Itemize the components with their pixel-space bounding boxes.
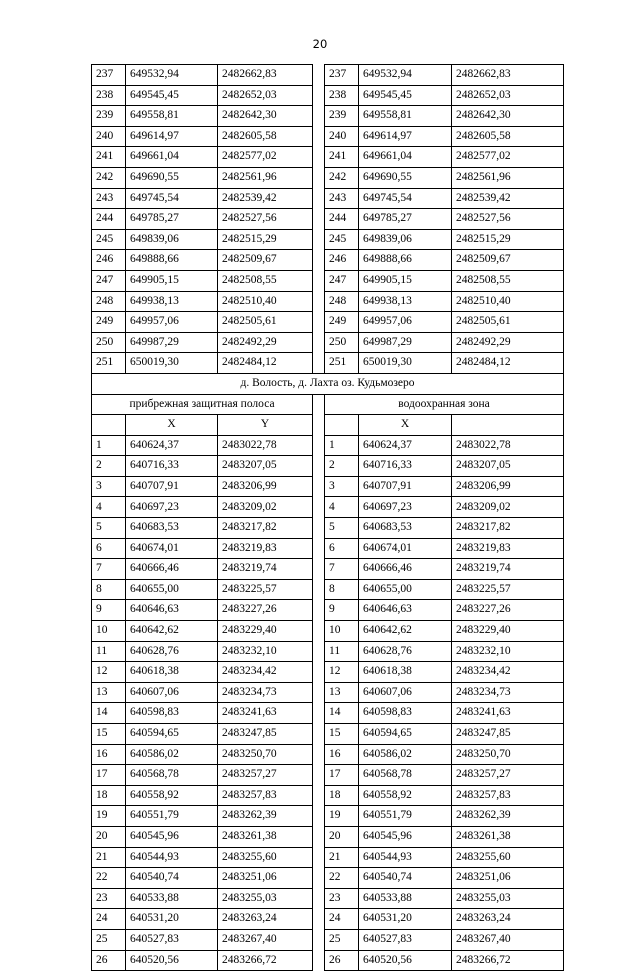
left-point-number: 238 — [92, 85, 126, 106]
right-point-number: 248 — [325, 291, 359, 312]
left-point-number: 243 — [92, 188, 126, 209]
table-row — [92, 888, 564, 909]
left-coord-y: 2482539,42 — [218, 188, 313, 209]
table-row — [92, 312, 564, 333]
right-coord-y: 2483225,57 — [452, 579, 564, 600]
left-coord-x: 640544,93 — [126, 847, 218, 868]
section-header — [92, 373, 564, 435]
right-coord-y: 2483227,26 — [452, 600, 564, 621]
left-coord-y: 2483227,26 — [218, 600, 313, 621]
left-coord-y: 2483234,73 — [218, 682, 313, 703]
right-coord-x: 649545,45 — [359, 85, 452, 106]
right-coord-x: 640666,46 — [359, 559, 452, 580]
table-row — [92, 270, 564, 291]
left-coord-y: 2483267,40 — [218, 929, 313, 950]
left-point-number: 23 — [92, 888, 126, 909]
table-row — [92, 250, 564, 271]
left-coord-x: 649938,13 — [126, 291, 218, 312]
left-coord-y: 2483207,05 — [218, 456, 313, 477]
left-coord-y: 2482484,12 — [218, 353, 313, 374]
right-coord-x: 640707,91 — [359, 476, 452, 497]
right-point-number: 18 — [325, 785, 359, 806]
left-col-y: Y — [218, 415, 313, 436]
table-row — [92, 621, 564, 642]
right-point-number: 245 — [325, 229, 359, 250]
left-coord-x: 640716,33 — [126, 456, 218, 477]
left-coord-x: 640655,00 — [126, 579, 218, 600]
left-coord-x: 640697,23 — [126, 497, 218, 518]
left-coord-y: 2483263,24 — [218, 909, 313, 930]
right-coord-x: 649661,04 — [359, 147, 452, 168]
left-point-number: 16 — [92, 744, 126, 765]
left-coord-x: 649745,54 — [126, 188, 218, 209]
right-coord-x: 640551,79 — [359, 806, 452, 827]
left-coord-y: 2483229,40 — [218, 621, 313, 642]
table-row — [92, 85, 564, 106]
left-point-number: 251 — [92, 353, 126, 374]
right-coord-y: 2482510,40 — [452, 291, 564, 312]
right-point-number: 13 — [325, 682, 359, 703]
right-coord-x: 640545,96 — [359, 826, 452, 847]
right-point-number: 10 — [325, 621, 359, 642]
right-coord-x: 649957,06 — [359, 312, 452, 333]
left-point-number: 241 — [92, 147, 126, 168]
table-row — [92, 209, 564, 230]
left-point-number: 14 — [92, 703, 126, 724]
left-coord-y: 2482509,67 — [218, 250, 313, 271]
right-coord-x: 640646,63 — [359, 600, 452, 621]
left-coord-x: 640618,38 — [126, 662, 218, 683]
top-rows — [92, 65, 564, 374]
table-row — [92, 435, 564, 456]
right-point-number: 7 — [325, 559, 359, 580]
right-coord-x: 649839,06 — [359, 229, 452, 250]
right-coord-y: 2483241,63 — [452, 703, 564, 724]
left-coord-x: 640527,83 — [126, 929, 218, 950]
left-coord-x: 640598,83 — [126, 703, 218, 724]
right-coord-y: 2483251,06 — [452, 868, 564, 889]
table-row — [92, 332, 564, 353]
left-point-number: 245 — [92, 229, 126, 250]
left-point-number: 244 — [92, 209, 126, 230]
right-point-number: 5 — [325, 518, 359, 539]
right-coord-x: 640586,02 — [359, 744, 452, 765]
table-row — [92, 188, 564, 209]
table-row — [92, 806, 564, 827]
left-coord-x: 649545,45 — [126, 85, 218, 106]
right-point-number: 20 — [325, 826, 359, 847]
right-coord-y: 2482652,03 — [452, 85, 564, 106]
left-point-number: 5 — [92, 518, 126, 539]
right-point-number: 238 — [325, 85, 359, 106]
left-coord-y: 2482561,96 — [218, 167, 313, 188]
right-coord-y: 2483234,73 — [452, 682, 564, 703]
right-coord-y: 2483022,78 — [452, 435, 564, 456]
left-coord-y: 2483250,70 — [218, 744, 313, 765]
right-coord-y: 2483247,85 — [452, 724, 564, 745]
left-coord-x: 640624,37 — [126, 435, 218, 456]
left-point-number: 249 — [92, 312, 126, 333]
left-point-number: 13 — [92, 682, 126, 703]
right-coord-y: 2483257,27 — [452, 765, 564, 786]
left-coord-x: 649690,55 — [126, 167, 218, 188]
left-coord-x: 640607,06 — [126, 682, 218, 703]
table-row — [92, 662, 564, 683]
right-point-number: 17 — [325, 765, 359, 786]
right-point-number: 24 — [325, 909, 359, 930]
coordinates-table — [91, 64, 564, 971]
right-point-number: 11 — [325, 641, 359, 662]
right-coord-x: 640618,38 — [359, 662, 452, 683]
right-coord-y: 2483250,70 — [452, 744, 564, 765]
right-point-number: 239 — [325, 106, 359, 127]
left-point-number: 247 — [92, 270, 126, 291]
left-coord-y: 2483232,10 — [218, 641, 313, 662]
table-row — [92, 744, 564, 765]
right-coord-y: 2482527,56 — [452, 209, 564, 230]
right-coord-y: 2482515,29 — [452, 229, 564, 250]
left-coord-y: 2482527,56 — [218, 209, 313, 230]
right-point-number: 240 — [325, 126, 359, 147]
right-coord-y: 2482577,02 — [452, 147, 564, 168]
left-coord-x: 640540,74 — [126, 868, 218, 889]
right-coord-x: 640594,65 — [359, 724, 452, 745]
table-row — [92, 65, 564, 86]
right-point-number: 12 — [325, 662, 359, 683]
left-coord-y: 2482492,29 — [218, 332, 313, 353]
left-coord-y: 2482510,40 — [218, 291, 313, 312]
left-col-x: X — [126, 415, 218, 436]
table-row — [92, 682, 564, 703]
left-coord-y: 2482577,02 — [218, 147, 313, 168]
right-point-number: 247 — [325, 270, 359, 291]
right-coord-x: 649785,27 — [359, 209, 452, 230]
left-coord-y: 2483234,42 — [218, 662, 313, 683]
right-coord-x: 640527,83 — [359, 929, 452, 950]
left-point-number: 4 — [92, 497, 126, 518]
right-point-number: 8 — [325, 579, 359, 600]
right-coord-x: 640558,92 — [359, 785, 452, 806]
right-point-number: 241 — [325, 147, 359, 168]
left-coord-x: 640531,20 — [126, 909, 218, 930]
right-coord-y: 2483255,60 — [452, 847, 564, 868]
left-coord-x: 640558,92 — [126, 785, 218, 806]
left-coord-x: 640683,53 — [126, 518, 218, 539]
left-coord-x: 649905,15 — [126, 270, 218, 291]
right-point-number: 246 — [325, 250, 359, 271]
left-point-number: 246 — [92, 250, 126, 271]
left-point-number: 3 — [92, 476, 126, 497]
table-row — [92, 476, 564, 497]
left-coord-y: 2483257,27 — [218, 765, 313, 786]
right-point-number: 16 — [325, 744, 359, 765]
right-coord-x: 640716,33 — [359, 456, 452, 477]
left-point-number: 22 — [92, 868, 126, 889]
right-point-number: 250 — [325, 332, 359, 353]
left-coord-y: 2483247,85 — [218, 724, 313, 745]
right-zone-label: водоохранная зона — [325, 394, 564, 415]
page-number: 20 — [312, 37, 328, 51]
left-coord-x: 650019,30 — [126, 353, 218, 374]
right-coord-x: 649532,94 — [359, 65, 452, 86]
table-row — [92, 909, 564, 930]
left-coord-x: 649558,81 — [126, 106, 218, 127]
right-point-number: 243 — [325, 188, 359, 209]
right-point-number: 9 — [325, 600, 359, 621]
left-coord-y: 2483225,57 — [218, 579, 313, 600]
left-point-number: 26 — [92, 950, 126, 971]
right-point-number: 26 — [325, 950, 359, 971]
table-row — [92, 826, 564, 847]
left-point-number: 248 — [92, 291, 126, 312]
left-point-number: 8 — [92, 579, 126, 600]
left-point-number: 10 — [92, 621, 126, 642]
right-coord-y: 2482642,30 — [452, 106, 564, 127]
right-coord-y: 2483217,82 — [452, 518, 564, 539]
left-coord-y: 2483209,02 — [218, 497, 313, 518]
right-point-number: 22 — [325, 868, 359, 889]
right-coord-y: 2483257,83 — [452, 785, 564, 806]
table-row — [92, 147, 564, 168]
right-coord-x: 640697,23 — [359, 497, 452, 518]
right-coord-x: 640531,20 — [359, 909, 452, 930]
table-row — [92, 126, 564, 147]
table-row — [92, 518, 564, 539]
right-coord-x: 649558,81 — [359, 106, 452, 127]
right-coord-y: 2482505,61 — [452, 312, 564, 333]
table-row — [92, 456, 564, 477]
left-point-number: 18 — [92, 785, 126, 806]
right-coord-x: 649987,29 — [359, 332, 452, 353]
right-coord-y: 2483255,03 — [452, 888, 564, 909]
right-coord-x: 640607,06 — [359, 682, 452, 703]
left-coord-x: 640707,91 — [126, 476, 218, 497]
left-point-number: 240 — [92, 126, 126, 147]
table-row — [92, 353, 564, 374]
left-coord-x: 640551,79 — [126, 806, 218, 827]
right-coord-y: 2483267,40 — [452, 929, 564, 950]
right-coord-x: 640683,53 — [359, 518, 452, 539]
left-coord-y: 2482505,61 — [218, 312, 313, 333]
right-coord-y: 2483232,10 — [452, 641, 564, 662]
left-point-number: 250 — [92, 332, 126, 353]
right-point-number: 4 — [325, 497, 359, 518]
table-row — [92, 847, 564, 868]
right-coord-x: 650019,30 — [359, 353, 452, 374]
left-coord-x: 640594,65 — [126, 724, 218, 745]
left-point-number: 20 — [92, 826, 126, 847]
right-coord-x: 640520,56 — [359, 950, 452, 971]
bottom-rows — [92, 435, 564, 970]
left-coord-x: 640646,63 — [126, 600, 218, 621]
right-point-number: 21 — [325, 847, 359, 868]
left-point-number: 21 — [92, 847, 126, 868]
right-point-number: 15 — [325, 724, 359, 745]
left-coord-y: 2483251,06 — [218, 868, 313, 889]
left-coord-y: 2483219,74 — [218, 559, 313, 580]
left-coord-x: 640674,01 — [126, 538, 218, 559]
right-coord-y: 2482539,42 — [452, 188, 564, 209]
right-coord-y: 2482492,29 — [452, 332, 564, 353]
left-coord-x: 649888,66 — [126, 250, 218, 271]
left-point-number: 9 — [92, 600, 126, 621]
left-coord-y: 2483266,72 — [218, 950, 313, 971]
left-point-number: 6 — [92, 538, 126, 559]
right-point-number: 249 — [325, 312, 359, 333]
left-coord-x: 649532,94 — [126, 65, 218, 86]
table-row — [92, 559, 564, 580]
left-coord-x: 649785,27 — [126, 209, 218, 230]
left-coord-x: 649661,04 — [126, 147, 218, 168]
right-coord-x: 640598,83 — [359, 703, 452, 724]
left-coord-x: 649987,29 — [126, 332, 218, 353]
right-coord-x: 649745,54 — [359, 188, 452, 209]
left-coord-x: 649957,06 — [126, 312, 218, 333]
right-point-number: 1 — [325, 435, 359, 456]
table-row — [92, 785, 564, 806]
right-col-x: X — [359, 415, 452, 436]
right-point-number: 237 — [325, 65, 359, 86]
right-coord-x: 649888,66 — [359, 250, 452, 271]
left-point-number: 24 — [92, 909, 126, 930]
left-coord-x: 640520,56 — [126, 950, 218, 971]
table-row — [92, 868, 564, 889]
table-row — [92, 765, 564, 786]
table-row — [92, 291, 564, 312]
left-coord-y: 2482662,83 — [218, 65, 313, 86]
left-coord-y: 2482605,58 — [218, 126, 313, 147]
right-coord-x: 640674,01 — [359, 538, 452, 559]
left-coord-x: 640642,62 — [126, 621, 218, 642]
right-point-number: 23 — [325, 888, 359, 909]
left-coord-y: 2483262,39 — [218, 806, 313, 827]
left-coord-y: 2482652,03 — [218, 85, 313, 106]
left-point-number: 237 — [92, 65, 126, 86]
left-coord-y: 2483022,78 — [218, 435, 313, 456]
right-point-number: 6 — [325, 538, 359, 559]
right-point-number: 242 — [325, 167, 359, 188]
table-row — [92, 538, 564, 559]
left-coord-x: 640568,78 — [126, 765, 218, 786]
left-coord-y: 2483255,60 — [218, 847, 313, 868]
right-coord-y: 2483229,40 — [452, 621, 564, 642]
right-coord-x: 640568,78 — [359, 765, 452, 786]
left-coord-y: 2483261,38 — [218, 826, 313, 847]
right-coord-y: 2483234,42 — [452, 662, 564, 683]
left-point-number: 2 — [92, 456, 126, 477]
left-point-number: 12 — [92, 662, 126, 683]
right-coord-y: 2483206,99 — [452, 476, 564, 497]
left-coord-x: 640533,88 — [126, 888, 218, 909]
right-point-number: 14 — [325, 703, 359, 724]
left-point-number: 11 — [92, 641, 126, 662]
table-row — [92, 167, 564, 188]
left-coord-y: 2483206,99 — [218, 476, 313, 497]
left-coord-x: 640545,96 — [126, 826, 218, 847]
right-coord-x: 640642,62 — [359, 621, 452, 642]
section-title: д. Волость, д. Лахта оз. Кудьмозеро — [92, 373, 564, 394]
right-coord-y: 2483262,39 — [452, 806, 564, 827]
right-coord-x: 649614,97 — [359, 126, 452, 147]
right-coord-y: 2483207,05 — [452, 456, 564, 477]
table-row — [92, 929, 564, 950]
right-coord-x: 640540,74 — [359, 868, 452, 889]
right-coord-x: 640624,37 — [359, 435, 452, 456]
right-point-number: 25 — [325, 929, 359, 950]
left-point-number: 19 — [92, 806, 126, 827]
left-point-number: 239 — [92, 106, 126, 127]
left-coord-x: 649614,97 — [126, 126, 218, 147]
left-coord-y: 2482515,29 — [218, 229, 313, 250]
right-point-number: 3 — [325, 476, 359, 497]
right-coord-y: 2482662,83 — [452, 65, 564, 86]
table-row — [92, 497, 564, 518]
left-coord-y: 2483255,03 — [218, 888, 313, 909]
right-point-number: 2 — [325, 456, 359, 477]
left-coord-x: 640586,02 — [126, 744, 218, 765]
right-coord-y: 2483266,72 — [452, 950, 564, 971]
right-coord-x: 640628,76 — [359, 641, 452, 662]
table-row — [92, 106, 564, 127]
right-coord-x: 649938,13 — [359, 291, 452, 312]
left-coord-y: 2483257,83 — [218, 785, 313, 806]
right-coord-x: 649690,55 — [359, 167, 452, 188]
left-zone-label: прибрежная защитная полоса — [92, 394, 313, 415]
left-coord-y: 2483241,63 — [218, 703, 313, 724]
left-point-number: 15 — [92, 724, 126, 745]
left-coord-x: 640666,46 — [126, 559, 218, 580]
right-coord-y: 2483219,74 — [452, 559, 564, 580]
left-coord-x: 640628,76 — [126, 641, 218, 662]
right-coord-y: 2483263,24 — [452, 909, 564, 930]
right-coord-y: 2482484,12 — [452, 353, 564, 374]
right-coord-y: 2483219,83 — [452, 538, 564, 559]
left-point-number: 7 — [92, 559, 126, 580]
left-coord-y: 2483219,83 — [218, 538, 313, 559]
left-point-number: 1 — [92, 435, 126, 456]
table-row — [92, 724, 564, 745]
right-coord-y: 2482509,67 — [452, 250, 564, 271]
left-coord-y: 2482508,55 — [218, 270, 313, 291]
left-coord-y: 2483217,82 — [218, 518, 313, 539]
right-point-number: 244 — [325, 209, 359, 230]
right-coord-x: 640655,00 — [359, 579, 452, 600]
left-point-number: 242 — [92, 167, 126, 188]
left-coord-y: 2482642,30 — [218, 106, 313, 127]
left-point-number: 25 — [92, 929, 126, 950]
right-coord-y: 2482508,55 — [452, 270, 564, 291]
right-coord-x: 640533,88 — [359, 888, 452, 909]
right-point-number: 251 — [325, 353, 359, 374]
right-coord-x: 649905,15 — [359, 270, 452, 291]
table-row — [92, 600, 564, 621]
table-row — [92, 579, 564, 600]
left-point-number: 17 — [92, 765, 126, 786]
table-row — [92, 703, 564, 724]
right-point-number: 19 — [325, 806, 359, 827]
right-coord-y: 2482561,96 — [452, 167, 564, 188]
right-coord-y: 2483261,38 — [452, 826, 564, 847]
right-coord-y: 2483209,02 — [452, 497, 564, 518]
table-row — [92, 641, 564, 662]
right-coord-x: 640544,93 — [359, 847, 452, 868]
right-coord-y: 2482605,58 — [452, 126, 564, 147]
table-row — [92, 950, 564, 971]
left-coord-x: 649839,06 — [126, 229, 218, 250]
table-row — [92, 229, 564, 250]
